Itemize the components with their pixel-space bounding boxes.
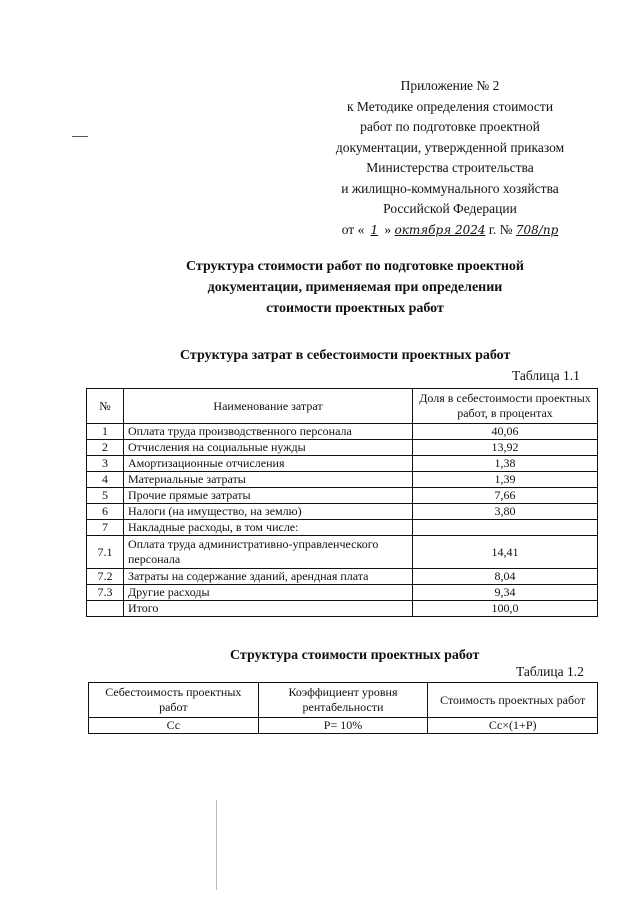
appendix-line: к Методике определения стоимости bbox=[346, 98, 554, 114]
header-price: Стоимость проектных работ bbox=[428, 683, 598, 718]
row-num: 7.2 bbox=[87, 569, 124, 585]
row-name: Затраты на содержание зданий, арендная плата bbox=[124, 569, 413, 585]
row-num: 5 bbox=[87, 488, 124, 504]
appendix-date-line bbox=[300, 220, 600, 241]
row-value: 9,34 bbox=[413, 585, 598, 601]
row-value: 13,92 bbox=[413, 440, 598, 456]
table-row bbox=[87, 456, 598, 472]
table-row bbox=[87, 536, 598, 569]
row-name: Другие расходы bbox=[124, 585, 413, 601]
table-row bbox=[87, 472, 598, 488]
appendix-line: и жилищно-коммунального хозяйства bbox=[341, 180, 559, 196]
cell-coef: Р= 10% bbox=[258, 718, 428, 734]
date-prefix: от « bbox=[341, 221, 365, 237]
table-row bbox=[87, 504, 598, 520]
row-name: Прочие прямые затраты bbox=[124, 488, 413, 504]
row-value: 14,41 bbox=[413, 536, 598, 569]
table2-title: Структура стоимости проектных работ bbox=[230, 648, 480, 663]
appendix-header bbox=[300, 76, 600, 240]
row-num: 6 bbox=[87, 504, 124, 520]
order-number-handwritten: 708/пр bbox=[515, 222, 559, 237]
row-value: 40,06 bbox=[413, 424, 598, 440]
row-num: 2 bbox=[87, 440, 124, 456]
scan-artifact bbox=[216, 800, 217, 890]
title-line: Структура стоимости работ по подготовке проектной bbox=[185, 259, 524, 274]
row-name: Оплата труда административно-управленческого персонала bbox=[124, 536, 413, 569]
row-num: 3 bbox=[87, 456, 124, 472]
table-total-row bbox=[87, 601, 598, 617]
row-value: 100,0 bbox=[413, 601, 598, 617]
row-num: 1 bbox=[87, 424, 124, 440]
cost-structure-table bbox=[86, 388, 598, 617]
appendix-line: документации, утвержденной приказом bbox=[335, 139, 565, 155]
row-name: Материальные затраты bbox=[124, 472, 413, 488]
row-name: Налоги (на имущество, на землю) bbox=[124, 504, 413, 520]
cell-price: Сс×(1+Р) bbox=[428, 718, 598, 734]
title-line: документации, применяемая при определении bbox=[207, 280, 503, 295]
header-share: Доля в себестоимости проектных работ, в процентах bbox=[413, 389, 598, 424]
header-num: № bbox=[87, 389, 124, 424]
date-suffix: г. № bbox=[485, 221, 516, 237]
scan-artifact bbox=[72, 136, 88, 137]
title-line: стоимости проектных работ bbox=[266, 301, 444, 316]
row-value: 3,80 bbox=[413, 504, 598, 520]
table1-title: Структура затрат в себестоимости проектных работ bbox=[180, 348, 511, 363]
header-name: Наименование затрат bbox=[124, 389, 413, 424]
row-value bbox=[413, 520, 598, 536]
row-num: 7 bbox=[87, 520, 124, 536]
appendix-line: работ по подготовке проектной bbox=[360, 119, 540, 134]
table-row bbox=[89, 718, 598, 734]
cell-cost: Сс bbox=[89, 718, 259, 734]
row-value: 7,66 bbox=[413, 488, 598, 504]
table-row bbox=[87, 520, 598, 536]
header-cost: Себестоимость проектных работ bbox=[89, 683, 259, 718]
table-header-row bbox=[89, 683, 598, 718]
appendix-line: Российской Федерации bbox=[383, 201, 517, 216]
row-name: Накладные расходы, в том числе: bbox=[124, 520, 413, 536]
date-month-year-handwritten: октября 2024 bbox=[394, 222, 486, 237]
row-num: 7.3 bbox=[87, 585, 124, 601]
appendix-line: Министерства строительства bbox=[366, 160, 534, 175]
row-name: Амортизационные отчисления bbox=[124, 456, 413, 472]
row-name: Отчисления на социальные нужды bbox=[124, 440, 413, 456]
row-name: Итого bbox=[124, 601, 413, 617]
row-value: 1,38 bbox=[413, 456, 598, 472]
table-row bbox=[87, 424, 598, 440]
row-num bbox=[87, 601, 124, 617]
row-value: 1,39 bbox=[413, 472, 598, 488]
table2-label: Таблица 1.2 bbox=[516, 664, 584, 679]
row-name: Оплата труда производственного персонала bbox=[124, 424, 413, 440]
date-day-handwritten: 1 bbox=[370, 222, 379, 237]
price-structure-table bbox=[88, 682, 598, 734]
row-value: 8,04 bbox=[413, 569, 598, 585]
row-num: 4 bbox=[87, 472, 124, 488]
table-row bbox=[87, 585, 598, 601]
header-coef: Коэффициент уровня рентабельности bbox=[258, 683, 428, 718]
table-header-row bbox=[87, 389, 598, 424]
appendix-line: Приложение № 2 bbox=[400, 78, 500, 93]
document-title bbox=[150, 256, 560, 319]
table-row bbox=[87, 488, 598, 504]
table-row bbox=[87, 440, 598, 456]
table1-label: Таблица 1.1 bbox=[512, 368, 580, 383]
table-row bbox=[87, 569, 598, 585]
date-mid: » bbox=[384, 221, 395, 237]
row-num: 7.1 bbox=[87, 536, 124, 569]
